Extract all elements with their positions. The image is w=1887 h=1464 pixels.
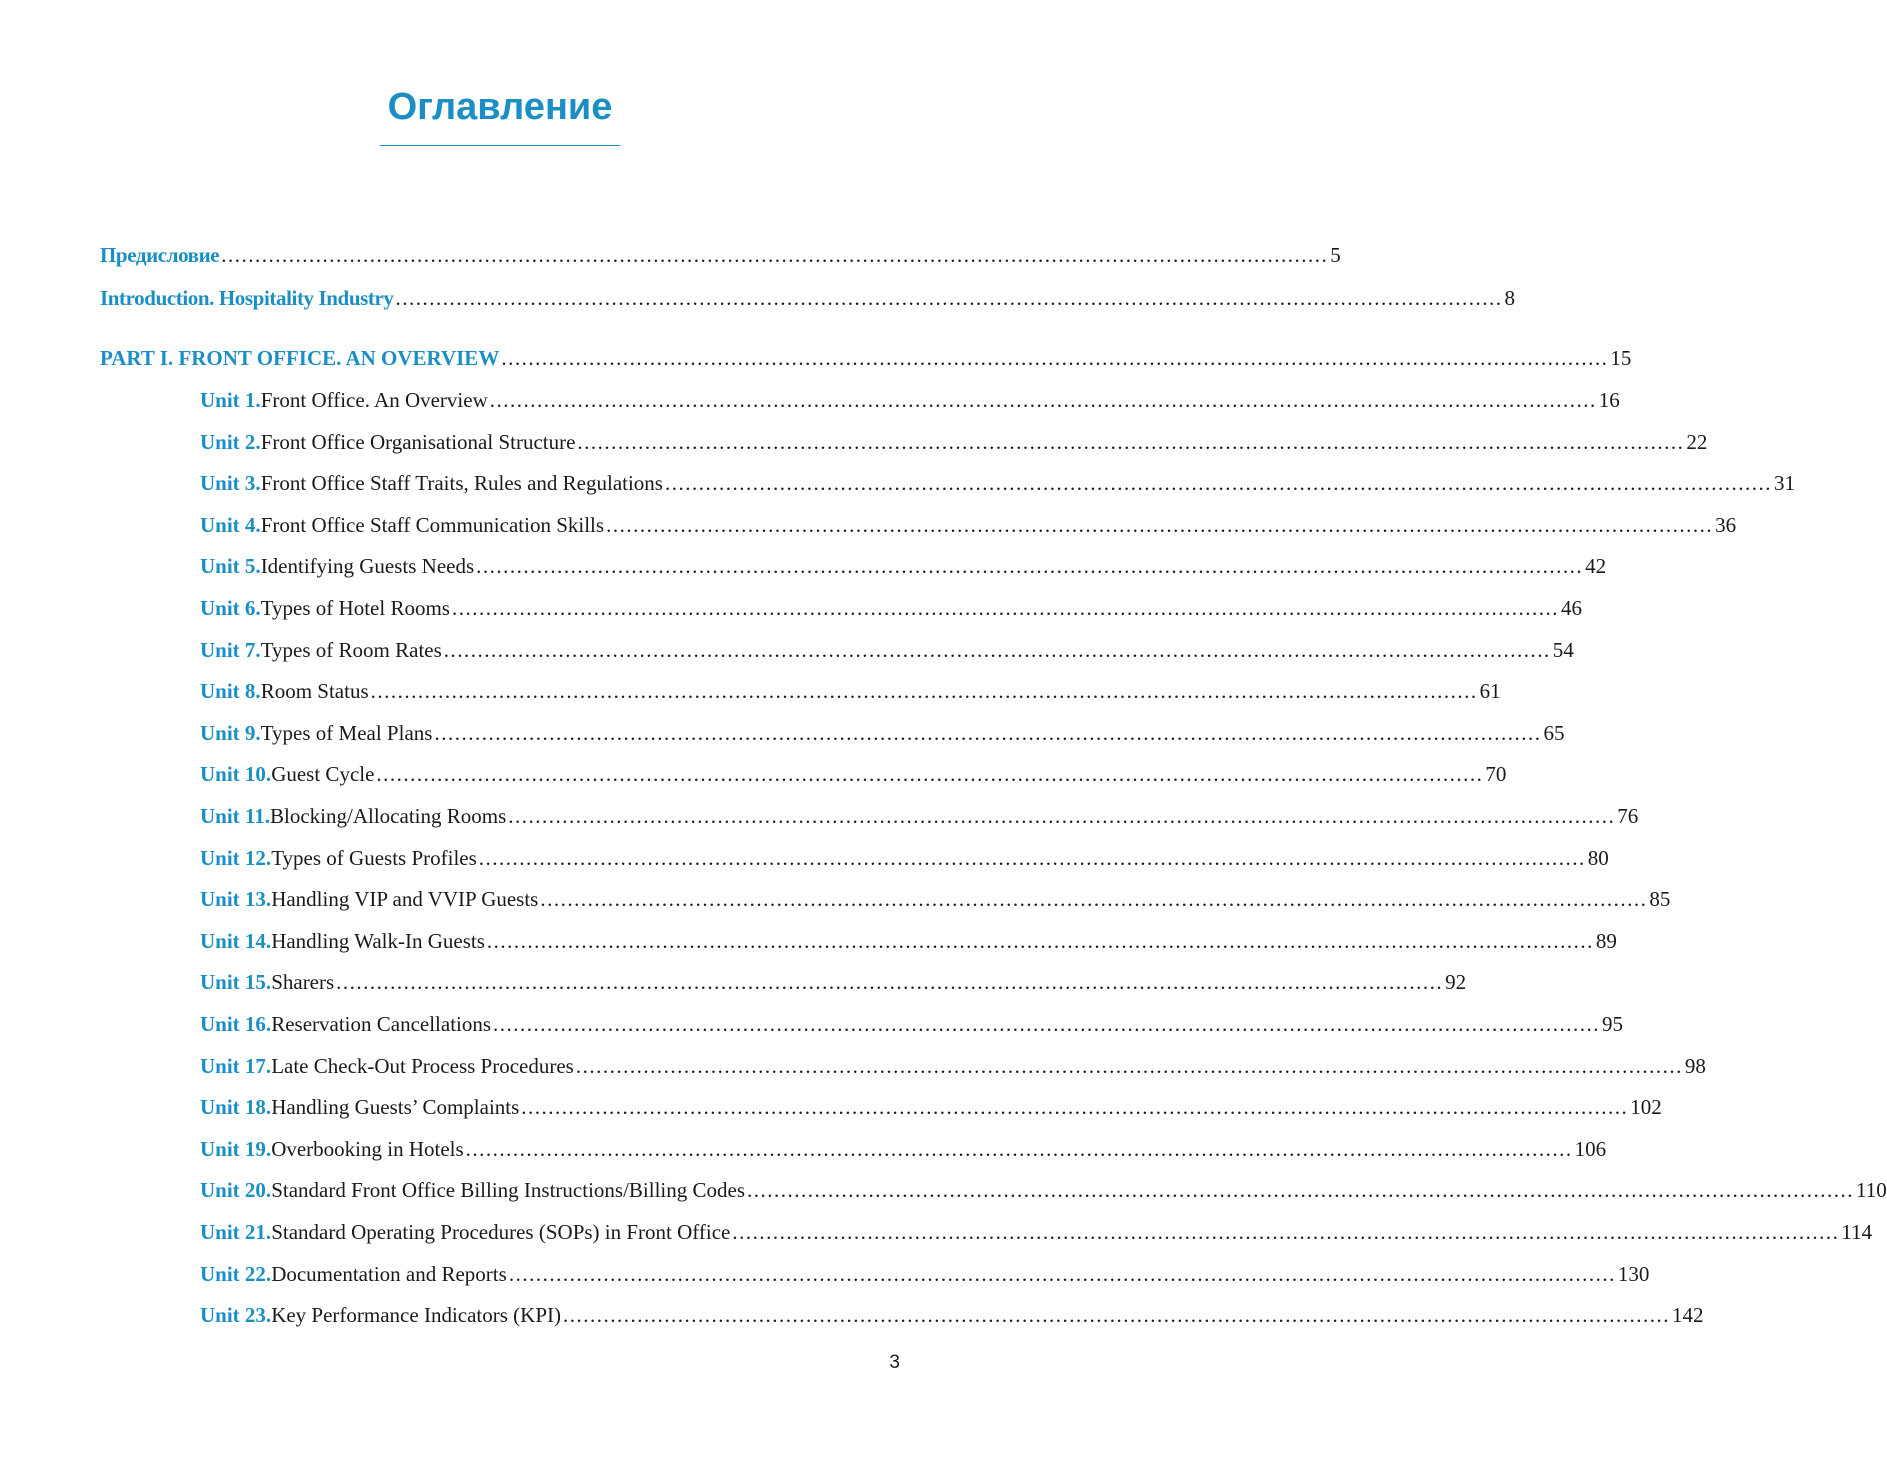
toc-entry-page: 54: [1552, 638, 1574, 662]
toc-entry-unit-12[interactable]: [200, 843, 1609, 873]
toc-unit-number: Unit 17.: [200, 1054, 272, 1078]
toc-entry-page: 85: [1649, 887, 1671, 911]
toc-entry-page: 31: [1773, 471, 1795, 495]
toc-leader-dots: ....................................................................................................................................................................: [493, 1012, 1601, 1036]
toc-leader-dots: ....................................................................................................................................................................: [606, 513, 1714, 537]
toc-entry-page: 36: [1715, 513, 1737, 537]
toc-unit-number: Unit 14.: [200, 929, 272, 953]
toc-entry-unit-14[interactable]: [200, 926, 1617, 956]
title-underline: [380, 145, 620, 146]
toc-unit-number: Unit 12.: [200, 846, 272, 870]
toc-leader-dots: ....................................................................................................................................................................: [501, 346, 1609, 370]
toc-entry-unit-17[interactable]: [200, 1051, 1706, 1081]
toc-unit-title: Front Office Staff Communication Skills: [260, 513, 605, 537]
toc-leader-dots: ....................................................................................................................................................................: [434, 721, 1542, 745]
toc-entry-page: 106: [1574, 1137, 1607, 1161]
toc-unit-number: Unit 11.: [200, 804, 271, 828]
page-number: 3: [889, 1352, 900, 1373]
toc-entry-page: 76: [1617, 804, 1639, 828]
toc-entry-unit-22[interactable]: [200, 1259, 1650, 1289]
toc-entry-unit-23[interactable]: [200, 1300, 1704, 1330]
toc-leader-dots: ....................................................................................................................................................................: [508, 1262, 1616, 1286]
toc-entry-unit-1[interactable]: [200, 385, 1620, 415]
toc-entry-page: 22: [1686, 430, 1708, 454]
toc-unit-title: Handling Walk-In Guests: [271, 929, 485, 953]
toc-entry-page: 89: [1595, 929, 1617, 953]
toc-unit-number: Unit 15.: [200, 970, 272, 994]
toc-unit-title: Blocking/Allocating Rooms: [270, 804, 507, 828]
toc-entry-page: 16: [1598, 388, 1620, 412]
toc-unit-number: Unit 9.: [200, 721, 261, 745]
toc-entry-preface[interactable]: [100, 240, 1341, 270]
toc-entry-label: Предисловие: [100, 243, 220, 267]
toc-leader-dots: ....................................................................................................................................................................: [577, 430, 1685, 454]
toc-leader-dots: ....................................................................................................................................................................: [664, 471, 1772, 495]
page-title: Оглавление: [387, 86, 613, 128]
toc-unit-number: Unit 16.: [200, 1012, 272, 1036]
toc-unit-title: Standard Operating Procedures (SOPs) in Front Office: [271, 1220, 731, 1244]
toc-entry-page: 8: [1504, 286, 1515, 310]
toc-unit-title: Front Office Organisational Structure: [260, 430, 576, 454]
toc-entry-page: 46: [1560, 596, 1582, 620]
toc-unit-title: Guest Cycle: [271, 762, 375, 786]
toc-entry-unit-11[interactable]: [200, 801, 1639, 831]
toc-unit-number: Unit 8.: [200, 679, 261, 703]
toc-entry-unit-6[interactable]: [200, 593, 1582, 623]
toc-entry-unit-18[interactable]: [200, 1092, 1662, 1122]
toc-leader-dots: ....................................................................................................................................................................: [747, 1178, 1855, 1202]
toc-unit-title: Handling VIP and VVIP Guests: [271, 887, 539, 911]
toc-entry-page: 98: [1684, 1054, 1706, 1078]
toc-unit-title: Types of Guests Profiles: [271, 846, 477, 870]
toc-unit-title: Overbooking in Hotels: [271, 1137, 464, 1161]
toc-leader-dots: ....................................................................................................................................................................: [575, 1054, 1683, 1078]
toc-leader-dots: ....................................................................................................................................................................: [336, 970, 1444, 994]
toc-unit-title: Types of Hotel Rooms: [260, 596, 450, 620]
toc-unit-number: Unit 19.: [200, 1137, 272, 1161]
toc-leader-dots: ....................................................................................................................................................................: [221, 243, 1329, 267]
toc-entry-unit-7[interactable]: [200, 635, 1574, 665]
toc-unit-title: Types of Meal Plans: [260, 721, 433, 745]
toc-entry-page: 110: [1856, 1178, 1887, 1202]
toc-unit-title: Standard Front Office Billing Instructions/Billing Codes: [271, 1178, 746, 1202]
toc-unit-number: Unit 5.: [200, 554, 261, 578]
toc-leader-dots: ....................................................................................................................................................................: [476, 554, 1584, 578]
toc-entry-unit-16[interactable]: [200, 1009, 1624, 1039]
toc-unit-title: Late Check-Out Process Procedures: [271, 1054, 574, 1078]
toc-unit-number: Unit 2.: [200, 430, 261, 454]
toc-leader-dots: ....................................................................................................................................................................: [478, 846, 1586, 870]
toc-leader-dots: ....................................................................................................................................................................: [521, 1095, 1629, 1119]
toc-entry-unit-9[interactable]: [200, 718, 1565, 748]
toc-unit-number: Unit 20.: [200, 1178, 272, 1202]
toc-leader-dots: ....................................................................................................................................................................: [395, 286, 1503, 310]
toc-leader-dots: ....................................................................................................................................................................: [443, 638, 1551, 662]
toc-entry-page: 114: [1841, 1220, 1873, 1244]
toc-entry-page: 142: [1672, 1303, 1704, 1327]
toc-unit-number: Unit 4.: [200, 513, 261, 537]
toc-part-label: PART I. FRONT OFFICE. AN OVERVIEW: [100, 346, 500, 370]
toc-leader-dots: ....................................................................................................................................................................: [732, 1220, 1840, 1244]
toc-leader-dots: ....................................................................................................................................................................: [486, 929, 1594, 953]
toc-entry-introduction[interactable]: [100, 283, 1515, 313]
toc-unit-title: Identifying Guests Needs: [260, 554, 475, 578]
toc-unit-number: Unit 23.: [200, 1303, 272, 1327]
toc-unit-title: Room Status: [260, 679, 369, 703]
toc-entry-unit-10[interactable]: [200, 759, 1507, 789]
toc-leader-dots: ....................................................................................................................................................................: [451, 596, 1559, 620]
toc-entry-page: 92: [1445, 970, 1467, 994]
toc-entry-label: Introduction. Hospitality Industry: [100, 286, 394, 310]
toc-entry-unit-3[interactable]: [200, 468, 1795, 498]
toc-entry-unit-2[interactable]: [200, 427, 1708, 457]
toc-entry-part-1[interactable]: [100, 343, 1632, 373]
toc-unit-title: Types of Room Rates: [260, 638, 442, 662]
toc-unit-number: Unit 22.: [200, 1262, 272, 1286]
toc-leader-dots: ....................................................................................................................................................................: [508, 804, 1616, 828]
toc-entry-page: 61: [1479, 679, 1501, 703]
toc-entry-page: 70: [1485, 762, 1507, 786]
toc-unit-number: Unit 7.: [200, 638, 261, 662]
toc-leader-dots: ....................................................................................................................................................................: [563, 1303, 1670, 1327]
toc-unit-title: Sharers: [271, 970, 335, 994]
toc-entry-unit-20[interactable]: [200, 1175, 1887, 1205]
toc-unit-number: Unit 18.: [200, 1095, 272, 1119]
toc-unit-number: Unit 6.: [200, 596, 261, 620]
toc-entry-page: 130: [1617, 1262, 1650, 1286]
toc-unit-number: Unit 1.: [200, 388, 261, 412]
toc-entry-unit-15[interactable]: [200, 967, 1467, 997]
toc-leader-dots: ....................................................................................................................................................................: [370, 679, 1478, 703]
toc-entry-unit-4[interactable]: [200, 510, 1737, 540]
toc-entry-page: 5: [1330, 243, 1341, 267]
toc-unit-title: Handling Guests’ Complaints: [271, 1095, 520, 1119]
toc-entry-unit-5[interactable]: [200, 551, 1607, 581]
toc-entry-unit-8[interactable]: [200, 676, 1501, 706]
toc-unit-number: Unit 3.: [200, 471, 261, 495]
toc-entry-page: 42: [1585, 554, 1607, 578]
toc-unit-number: Unit 13.: [200, 887, 272, 911]
toc-entry-page: 15: [1610, 346, 1632, 370]
toc-entry-page: 95: [1602, 1012, 1624, 1036]
toc-leader-dots: ....................................................................................................................................................................: [376, 762, 1484, 786]
toc-unit-title: Key Performance Indicators (KPI): [271, 1303, 561, 1327]
toc-entry-page: 80: [1587, 846, 1609, 870]
toc-entry-page: 65: [1543, 721, 1565, 745]
toc-unit-title: Reservation Cancellations: [271, 1012, 492, 1036]
toc-leader-dots: ....................................................................................................................................................................: [540, 887, 1648, 911]
toc-leader-dots: ....................................................................................................................................................................: [465, 1137, 1573, 1161]
toc-unit-number: Unit 10.: [200, 762, 272, 786]
toc-entry-unit-19[interactable]: [200, 1134, 1607, 1164]
toc-entry-unit-13[interactable]: [200, 884, 1671, 914]
toc-unit-title: Front Office Staff Traits, Rules and Regulations: [260, 471, 663, 495]
toc-unit-title: Front Office. An Overview: [260, 388, 488, 412]
toc-entry-unit-21[interactable]: [200, 1217, 1873, 1247]
toc-unit-number: Unit 21.: [200, 1220, 272, 1244]
toc-entry-page: 102: [1630, 1095, 1662, 1119]
toc-unit-title: Documentation and Reports: [271, 1262, 507, 1286]
toc-leader-dots: ....................................................................................................................................................................: [489, 388, 1597, 412]
